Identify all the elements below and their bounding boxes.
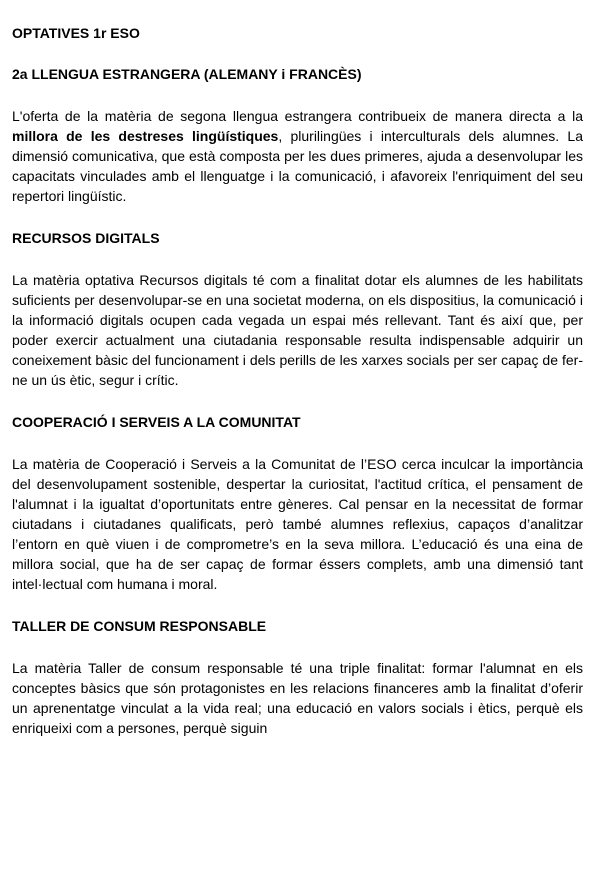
section-cooperation-community-service [12,413,583,594]
section-paragraph [12,106,583,206]
section-heading: 2a LLENGUA ESTRANGERA (ALEMANY i FRANCÈS) [12,66,362,82]
section-heading: TALLER DE CONSUM RESPONSABLE [12,618,267,634]
page-title: OPTATIVES 1r ESO [12,25,140,41]
section-paragraph: La matèria de Cooperació i Serveis a la Comunitat de l’ESO cerca inculcar la importància del desenvolupament sostenible, despertar la curiositat, l'actitud crítica, el pensament de l'alumnat i la igualtat d’oportunitats entre gèneres. Cal pensar en la necessitat de formar ciutadans i ciutadanes qualificats, però també alumnes reflexius, capaços d’analitzar l’entorn en què viuen i de comprometre’s en la seva millora. L’educació és una eina de millora social, que ha de ser capaç de formar éssers complets, amb una dimensió tant intel·lectual com humana i moral. [12,456,583,592]
section-digital-resources [12,229,583,390]
paragraph-text-start: L'oferta de la matèria de segona llengua estrangera contribueix de manera directa a la [12,108,583,124]
section-paragraph: La matèria optativa Recursos digitals té com a finalitat dotar els alumnes de les habilitats suficients per desenvolupar-se en una societat moderna, on els dispositius, la comunicació i la informació digitals ocupen cada vegada un espai més rellevant. Tant és així que, per poder exercir actualment una ciutadania responsable resulta indispensable adquirir un coneixement bàsic del funcionament i dels perills de les xarxes socials per ser capaç de fer-ne un ús ètic, segur i crític. [12,272,583,388]
section-responsible-consumption-workshop [12,617,583,738]
section-second-foreign-language [12,65,583,206]
section-heading: RECURSOS DIGITALS [12,230,160,246]
section-paragraph: La matèria Taller de consum responsable té una triple finalitat: formar l'alumnat en els conceptes bàsics que són protagonistes en les relacions financeres amb la finalitat d’oferir un aprenentatge vinculat a la vida real; una educació en valors socials i ètics, perquè els enriqueixi com a persones, perquè siguin [12,660,583,736]
document-page [12,24,583,761]
paragraph-text-end: , plurilingües i interculturals dels alumnes. La dimensió comunicativa, que està composta per les dues primeres, ajuda a desenvolupar les capacitats vinculades amb el llenguatge i la comunicació, i afavoreix l'enriquiment del seu repertori lingüístic. [12,128,583,204]
section-heading: COOPERACIÓ I SERVEIS A LA COMUNITAT [12,414,301,430]
paragraph-bold-text: millora de les destreses lingüístiques [12,128,279,144]
